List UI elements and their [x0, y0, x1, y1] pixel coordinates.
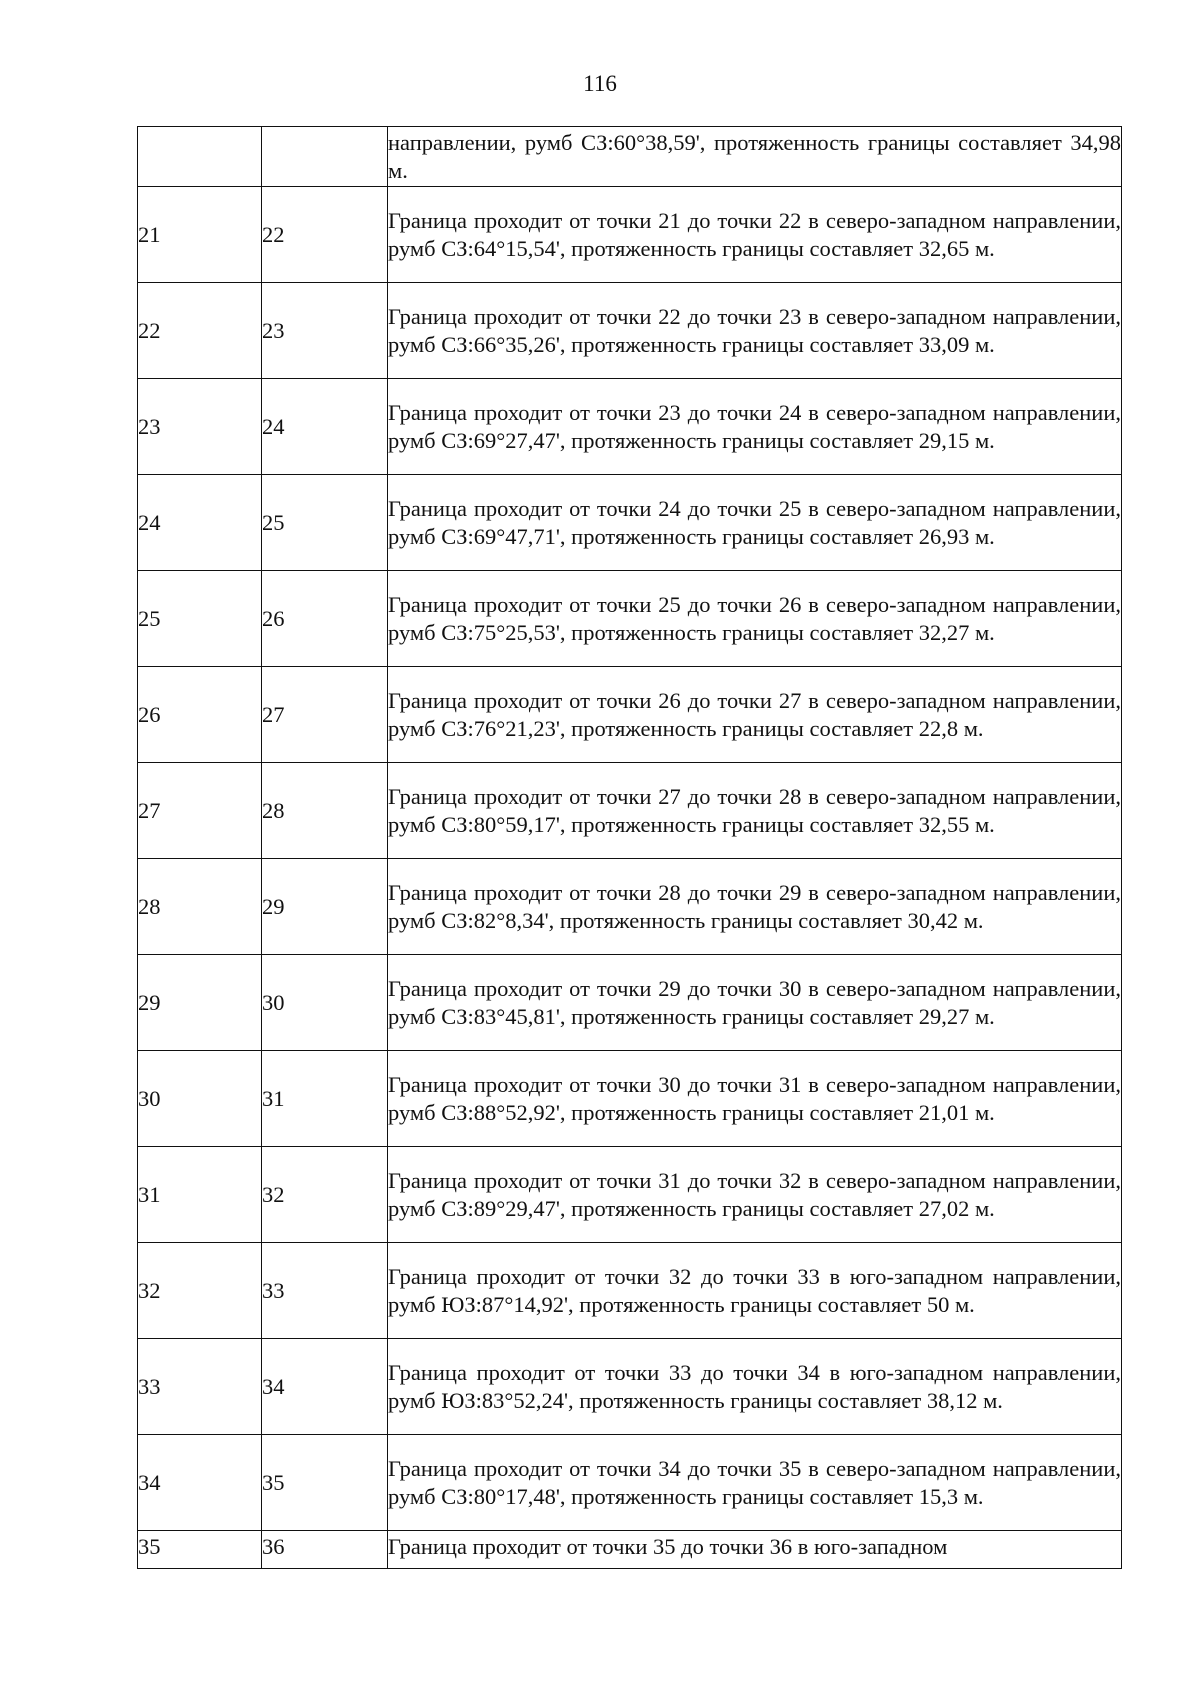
table-row [138, 1051, 1122, 1147]
table-row [138, 187, 1122, 283]
page-number: 116 [583, 71, 617, 96]
boundary-description-cell: Граница проходит от точки 30 до точки 31 в северо-западном направлении, румб СЗ:88°52,92', протяженность границы составляет 21,01 м. [388, 1051, 1122, 1147]
boundary-description-cell: Граница проходит от точки 32 до точки 33 в юго-западном направлении, румб ЮЗ:87°14,92', протяженность границы составляет 50 м. [388, 1243, 1122, 1339]
boundary-description-cell: Граница проходит от точки 23 до точки 24 в северо-западном направлении, румб СЗ:69°27,47', протяженность границы составляет 29,15 м. [388, 379, 1122, 475]
point-from-cell: 27 [138, 763, 262, 859]
point-from-cell: 24 [138, 475, 262, 571]
table-row [138, 667, 1122, 763]
point-from-cell: 31 [138, 1147, 262, 1243]
point-from-cell: 23 [138, 379, 262, 475]
boundary-description-cell: Граница проходит от точки 25 до точки 26 в северо-западном направлении, румб СЗ:75°25,53', протяженность границы составляет 32,27 м. [388, 571, 1122, 667]
point-to-cell: 32 [262, 1147, 388, 1243]
point-to-cell: 36 [262, 1531, 388, 1569]
point-to-cell: 29 [262, 859, 388, 955]
boundary-description-cell: Граница проходит от точки 22 до точки 23 в северо-западном направлении, румб СЗ:66°35,26', протяженность границы составляет 33,09 м. [388, 283, 1122, 379]
table-row [138, 475, 1122, 571]
boundary-description-cell: Граница проходит от точки 28 до точки 29 в северо-западном направлении, румб СЗ:82°8,34', протяженность границы составляет 30,42 м. [388, 859, 1122, 955]
point-from-cell: 34 [138, 1435, 262, 1531]
point-to-cell: 30 [262, 955, 388, 1051]
point-from-cell: 22 [138, 283, 262, 379]
point-from-cell: 32 [138, 1243, 262, 1339]
boundary-description-cell: Граница проходит от точки 34 до точки 35 в северо-западном направлении, румб СЗ:80°17,48', протяженность границы составляет 15,3 м. [388, 1435, 1122, 1531]
boundary-description-cell: Граница проходит от точки 26 до точки 27 в северо-западном направлении, румб СЗ:76°21,23', протяженность границы составляет 22,8 м. [388, 667, 1122, 763]
point-from-cell: 33 [138, 1339, 262, 1435]
point-from-cell: 28 [138, 859, 262, 955]
table-row [138, 1339, 1122, 1435]
point-to-cell: 35 [262, 1435, 388, 1531]
point-to-cell: 24 [262, 379, 388, 475]
boundary-description-cell: направлении, румб СЗ:60°38,59', протяженность границы составляет 34,98 м. [388, 127, 1122, 187]
point-to-cell: 26 [262, 571, 388, 667]
point-to-cell: 28 [262, 763, 388, 859]
boundary-table [137, 126, 1122, 1569]
point-to-cell: 34 [262, 1339, 388, 1435]
point-from-cell: 30 [138, 1051, 262, 1147]
table-row [138, 1243, 1122, 1339]
point-from-cell: 25 [138, 571, 262, 667]
point-to-cell: 23 [262, 283, 388, 379]
boundary-description-cell: Граница проходит от точки 24 до точки 25 в северо-западном направлении, румб СЗ:69°47,71', протяженность границы составляет 26,93 м. [388, 475, 1122, 571]
point-to-cell: 33 [262, 1243, 388, 1339]
point-to-cell: 31 [262, 1051, 388, 1147]
table-row [138, 379, 1122, 475]
point-from-cell: 29 [138, 955, 262, 1051]
boundary-description-cell: Граница проходит от точки 29 до точки 30 в северо-западном направлении, румб СЗ:83°45,81', протяженность границы составляет 29,27 м. [388, 955, 1122, 1051]
table-row [138, 127, 1122, 187]
point-to-cell [262, 127, 388, 187]
point-from-cell: 21 [138, 187, 262, 283]
point-from-cell: 35 [138, 1531, 262, 1569]
point-from-cell: 26 [138, 667, 262, 763]
table-row [138, 859, 1122, 955]
table-row [138, 571, 1122, 667]
table-row [138, 763, 1122, 859]
boundary-description-cell: Граница проходит от точки 33 до точки 34 в юго-западном направлении, румб ЮЗ:83°52,24', протяженность границы составляет 38,12 м. [388, 1339, 1122, 1435]
table-row [138, 1531, 1122, 1569]
table-row [138, 1147, 1122, 1243]
boundary-description-cell: Граница проходит от точки 21 до точки 22 в северо-западном направлении, румб СЗ:64°15,54', протяженность границы составляет 32,65 м. [388, 187, 1122, 283]
point-to-cell: 22 [262, 187, 388, 283]
boundary-description-cell: Граница проходит от точки 27 до точки 28 в северо-западном направлении, румб СЗ:80°59,17', протяженность границы составляет 32,55 м. [388, 763, 1122, 859]
point-to-cell: 25 [262, 475, 388, 571]
table-row [138, 955, 1122, 1051]
table-row [138, 1435, 1122, 1531]
table-row [138, 283, 1122, 379]
boundary-description-cell: Граница проходит от точки 35 до точки 36 в юго-западном [388, 1531, 1122, 1569]
boundary-description-cell: Граница проходит от точки 31 до точки 32 в северо-западном направлении, румб СЗ:89°29,47', протяженность границы составляет 27,02 м. [388, 1147, 1122, 1243]
point-to-cell: 27 [262, 667, 388, 763]
point-from-cell [138, 127, 262, 187]
